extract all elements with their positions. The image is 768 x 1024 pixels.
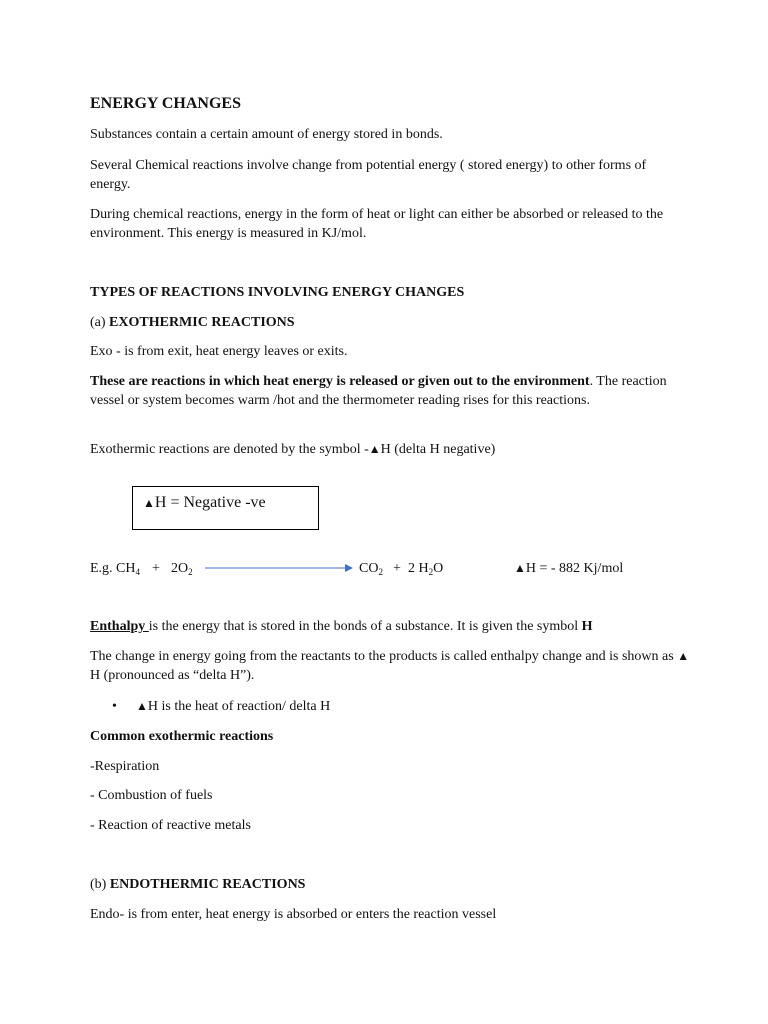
endothermic-title: ENDOTHERMIC REACTIONS bbox=[109, 877, 306, 892]
endo-definition: Endo- is from enter, heat energy is absorbed or enters the reaction vessel bbox=[90, 907, 497, 922]
page-title: ENERGY CHANGES bbox=[90, 95, 241, 112]
co2-subscript: 2 bbox=[378, 567, 383, 577]
equation-product-h2o bbox=[408, 559, 443, 578]
o2-text: 2O bbox=[171, 561, 189, 576]
exothermic-definition-bold: These are reactions in which heat energy is released or given out to the environment bbox=[90, 374, 590, 389]
equation-reactant-ch4 bbox=[90, 559, 140, 578]
intro-paragraph-3: During chemical reactions, energy in the form of heat or light can either be absorbed or released to the environment. This energy is measured in KJ/mol. bbox=[90, 207, 664, 241]
exothermic-definition-rest: . The reaction vessel or system becomes warm /hot and the thermometer reading rises for this reactions. bbox=[90, 374, 667, 408]
equation-plus-2: + bbox=[393, 561, 401, 576]
delta-triangle-icon: ▲ bbox=[368, 442, 381, 456]
o2-subscript: 2 bbox=[188, 567, 193, 577]
symbol-line-suffix: H (delta H negative) bbox=[380, 442, 496, 457]
ch4-text: E.g. CH bbox=[90, 561, 136, 576]
delta-triangle-icon: ▲ bbox=[677, 649, 690, 663]
h2o-text: 2 H bbox=[408, 561, 429, 576]
enthalpy-change-suffix: H (pronounced as “delta H”). bbox=[90, 668, 255, 683]
exothermic-symbol-line bbox=[90, 440, 690, 459]
enthalpy-term: Enthalpy bbox=[90, 619, 149, 634]
delta-triangle-icon: ▲ bbox=[514, 561, 526, 575]
common-item-reactive-metals: - Reaction of reactive metals bbox=[90, 818, 251, 833]
exo-definition: Exo - is from exit, heat energy leaves or exits. bbox=[90, 344, 348, 359]
delta-h-value: H = - 882 Kj/mol bbox=[525, 561, 624, 576]
list-item bbox=[112, 697, 330, 716]
enthalpy-change-paragraph bbox=[90, 647, 690, 685]
equation-reactant-o2 bbox=[171, 559, 193, 578]
exothermic-definition bbox=[90, 372, 690, 410]
h2o-text-end: O bbox=[433, 561, 444, 576]
equation-delta-h bbox=[514, 559, 623, 578]
intro-paragraph-2: Several Chemical reactions involve change from potential energy ( stored energy) to other forms of energy. bbox=[90, 158, 647, 192]
types-heading: TYPES OF REACTIONS INVOLVING ENERGY CHANGES bbox=[90, 285, 465, 300]
ch4-subscript: 4 bbox=[135, 567, 140, 577]
symbol-line-text: Exothermic reactions are denoted by the symbol - bbox=[90, 442, 369, 457]
exothermic-prefix: (a) bbox=[90, 315, 110, 330]
delta-h-box bbox=[132, 486, 319, 530]
endothermic-prefix: (b) bbox=[90, 877, 110, 892]
delta-h-box-text bbox=[143, 493, 266, 513]
common-item-combustion: - Combustion of fuels bbox=[90, 788, 213, 803]
exothermic-heading bbox=[90, 313, 690, 332]
co2-text: CO bbox=[359, 561, 379, 576]
bullet-icon: • bbox=[112, 699, 117, 714]
common-exothermic-heading: Common exothermic reactions bbox=[90, 729, 274, 744]
delta-h-box-label: H = Negative -ve bbox=[154, 494, 266, 511]
delta-triangle-icon: ▲ bbox=[136, 699, 148, 713]
enthalpy-def-text: is the energy that is stored in the bonds of a substance. It is given the symbol bbox=[148, 619, 582, 634]
example-equation bbox=[0, 559, 768, 579]
intro-paragraph-1: Substances contain a certain amount of energy stored in bonds. bbox=[90, 127, 443, 142]
enthalpy-definition bbox=[90, 617, 690, 636]
endothermic-heading bbox=[90, 875, 690, 894]
h2o-subscript: 2 bbox=[428, 567, 434, 577]
exothermic-title: EXOTHERMIC REACTIONS bbox=[109, 315, 295, 330]
equation-plus-1: + bbox=[152, 561, 160, 576]
enthalpy-change-text: The change in energy going from the reactants to the products is called enthalpy change and is shown as bbox=[90, 649, 678, 664]
bullet-text: H is the heat of reaction/ delta H bbox=[147, 699, 331, 714]
enthalpy-symbol: H bbox=[581, 619, 593, 634]
common-item-respiration: -Respiration bbox=[90, 759, 160, 774]
delta-triangle-icon: ▲ bbox=[143, 496, 155, 510]
reaction-arrow-icon bbox=[205, 562, 353, 574]
equation-product-co2 bbox=[359, 559, 383, 578]
